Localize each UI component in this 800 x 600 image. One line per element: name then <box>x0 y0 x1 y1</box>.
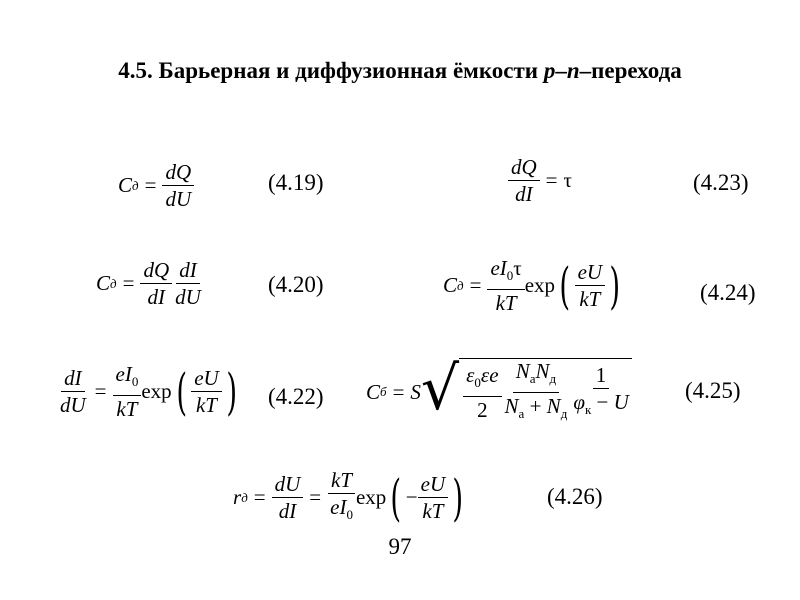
formula-4-20: C д = $\frac{dQ}{dI}$ $\frac{dI}{dU}$ <box>96 258 201 309</box>
equation-number-4-20: (4.20) <box>268 272 324 297</box>
equation-number-4-26: (4.26) <box>547 484 603 509</box>
formula-4-19: C д = $\frac{dQ}{dU}$ <box>118 160 194 211</box>
page-number: 97 <box>388 534 412 559</box>
equation-number-4-23: (4.23) <box>693 170 749 195</box>
formula-4-23: $\frac{dQ}{dI}$ = τ <box>508 155 572 206</box>
formula-4-24: C д = $\frac{eI_0\tau}{kT}$ exp ( $\frac{eU}{kT}$ ) <box>443 256 621 315</box>
equation-number-4-22: (4.22) <box>268 384 324 409</box>
formula-4-26: r д = $\frac{dU}{dI}$ = $\frac{kT}{eI_0}$ exp ( − $\frac{eU}{kT}$ ) <box>233 468 464 527</box>
equation-number-4-19: (4.19) <box>268 170 324 195</box>
equation-number-4-24: (4.24) <box>700 280 756 305</box>
page-title: 4.5. Барьерная и диффузионная ёмкости p–n–перехода <box>118 58 682 83</box>
formula-4-25: C б = S √ $\frac{\varepsilon_0\varepsilon e}{2}$ $\frac{N_аN_д}{N_а + N_д}$ $\frac{1}{\varphi_к - U}$ <box>366 358 632 426</box>
equation-number-4-25: (4.25) <box>685 378 741 403</box>
formula-4-22: $\frac{dI}{dU}$ = $\frac{eI_0}{kT}$ exp ( $\frac{eU}{kT}$ ) <box>60 362 237 421</box>
